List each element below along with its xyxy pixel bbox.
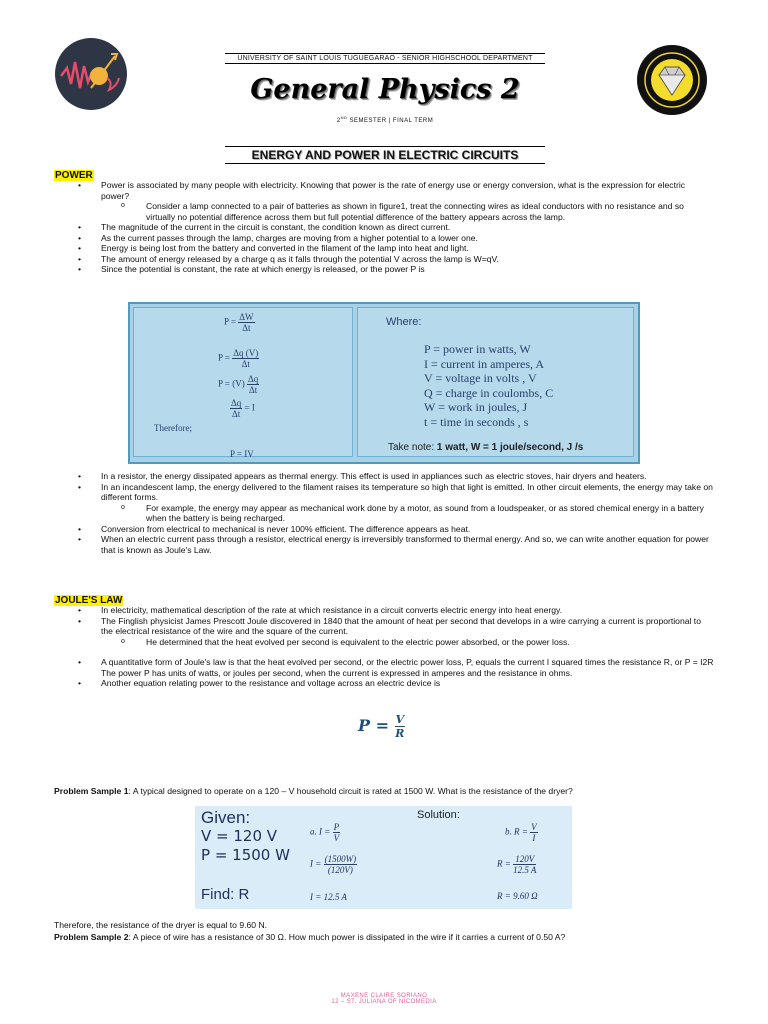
therefore-label: Therefore; bbox=[154, 423, 192, 433]
where-title: Where: bbox=[386, 316, 422, 328]
list-item: • As the current passes through the lamp, charges are moving from a higher potential to a lower one. bbox=[101, 233, 714, 244]
unit-note: Take note: 1 watt, W = 1 joule/second, J /s bbox=[388, 442, 584, 453]
list-item: • The magnitude of the current in the circuit is constant, the condition known as direct current. bbox=[101, 222, 714, 233]
list-item: • When an electric current pass through a resistor, electrical energy is irreversibly transformed to thermal energy. And so, we can write another equation for power that is known as Joule's Law. bbox=[101, 534, 714, 555]
list-item: • Energy is being lost from the battery and converted in the filament of the lamp into heat and light. bbox=[101, 243, 714, 254]
joule-equation: P = $\frac{V}{R}$ bbox=[358, 713, 405, 740]
step-a-1: a. I = $\frac{P}{V}$ bbox=[310, 822, 340, 843]
step-b-result: R = 9.60 Ω bbox=[497, 891, 538, 901]
topic-title: ENERGY AND POWER IN ELECTRIC CIRCUITS bbox=[225, 146, 545, 164]
list-item: t = time in seconds , s bbox=[424, 414, 529, 429]
list-item: • In electricity, mathematical description of the rate at which resistance in a circuit converts electric energy into heat energy. bbox=[101, 605, 714, 616]
list-item: • Since the potential is constant, the rate at which energy is released, or the power P is bbox=[101, 264, 714, 275]
step-b-2: R = $\frac{120V}{12.5 A}$ bbox=[497, 854, 537, 875]
physics-logo bbox=[55, 38, 127, 110]
list-item: • Another equation relating power to the resistance and voltage across an electric device is bbox=[101, 678, 714, 689]
joule-heading: JOULE'S LAW bbox=[55, 595, 123, 606]
find-label: Find: R bbox=[201, 886, 250, 903]
power-heading: POWER bbox=[55, 170, 93, 181]
list-item: • In a resistor, the energy dissipated appears as thermal energy. This effect is used in appliances such as electric stoves, hair dryers and heaters. bbox=[101, 471, 714, 482]
variable-list bbox=[424, 342, 553, 429]
list-item: o For example, the energy may appear as mechanical work done by a motor, as sound from a loudspeaker, or as stored chemical energy in a battery when the battery is being recharged. bbox=[146, 503, 714, 524]
footer-author: MAXENE CLAIRE SORIANO 12 – ST. JULIANA OF NICOMEDIA bbox=[331, 993, 437, 1005]
list-item: • A quantitative form of Joule's law is that the heat evolved per second, or the electric power loss, P, equals the current I squared times the resistance R, or P = I2R The power P has units of watts, or joules per second, when the current is expressed in amperes and the resistance in ohms. bbox=[101, 657, 714, 678]
step-a-2: I = $\frac{(1500W)}{(120V)}$ bbox=[310, 854, 357, 875]
solution-title: Solution: bbox=[417, 809, 460, 821]
list-item: W = work in joules, J bbox=[424, 400, 528, 414]
problem-1-statement: Problem Sample 1: A typical designed to operate on a 120 – V household circuit is rated at 1500 W. What is the resistance of the dryer? bbox=[54, 786, 573, 796]
problem-2-statement: Problem Sample 2: A piece of wire has a resistance of 30 Ω. How much power is dissipated in the wire if it carries a current of 0.50 A? bbox=[54, 932, 566, 942]
power-bullets-continued bbox=[54, 471, 714, 555]
where-legend bbox=[357, 307, 634, 457]
course-title: General Physics 2 bbox=[250, 74, 520, 105]
list-item: • The amount of energy released by a charge q as it falls through the potential V across the lamp is W=qV. bbox=[101, 254, 714, 265]
formula-result: P = IV bbox=[230, 449, 254, 459]
list-item: o Consider a lamp connected to a pair of batteries as shown in figure1, treat the connecting wires as ideal conductors with no resistance and so virtually no potential difference across them but full potential difference of the battery appears across the lamp. bbox=[146, 201, 714, 222]
list-item: • In an incandescent lamp, the energy delivered to the filament raises its temperature so high that light is emitted. In other circuit elements, the energy may take on different forms. o For example, the energy may appear as mechanical work done by a motor, as sound from a loudspeaker, or as stored chemical energy in a battery when the battery is being recharged. bbox=[101, 482, 714, 524]
semester-line: 2ND SEMESTER | FINAL TERM bbox=[336, 115, 434, 124]
list-item: • The Finglish physicist James Prescott Joule discovered in 1840 that the amount of heat per second that develops in a wire carrying a current is proportional to the electrical resistance of the wire and the square of the current. o He determined that the heat evolved per second is equivalent to the electric power absorbed, or the power loss. bbox=[101, 616, 714, 648]
list-item: Q = charge in coulombs, C bbox=[424, 385, 554, 400]
list-item: o He determined that the heat evolved per second is equivalent to the electric power absorbed, or the power loss. bbox=[146, 637, 714, 648]
list-item: • Power is associated by many people with electricity. Knowing that power is the rate of energy use or energy conversion, what is the expression for electric power? o Consider a lamp connected to a pair of batteries as shown in figure1, treat the connecting wires as ideal conductors with no resistance and so virtually no potential difference across them but full potential difference of the battery appears across the lamp. bbox=[101, 180, 714, 222]
formula-3: P = (V) $\frac{\Delta q}{\Delta t}$ bbox=[218, 374, 259, 395]
formula-2: P = $\frac{\Delta q (V)}{\Delta t}$ bbox=[218, 348, 259, 369]
problem-1-solution-box bbox=[195, 806, 572, 909]
power-bullets bbox=[54, 180, 714, 275]
list-item: I = current in amperes, A bbox=[424, 356, 545, 371]
joule-bullets bbox=[54, 605, 714, 689]
university-name: UNIVERSITY OF SAINT LOUIS TUGUEGARAO - SENIOR HIGHSCHOOL DEPARTMENT bbox=[225, 53, 545, 64]
formula-1: P = $\frac{\Delta W}{\Delta t}$ bbox=[224, 312, 254, 333]
formula-4: $\frac{\Delta q}{\Delta t}$ = I bbox=[231, 398, 255, 419]
formula-derivation bbox=[133, 307, 353, 457]
problem-1-conclusion: Therefore, the resistance of the dryer is equal to 9.60 N. bbox=[54, 920, 268, 930]
power-formula-panel bbox=[128, 302, 640, 464]
school-seal bbox=[637, 45, 707, 115]
list-item: • Conversion from electrical to mechanical is never 100% efficient. The difference appears as heat. bbox=[101, 524, 714, 535]
step-a-result: I = 12.5 A bbox=[310, 892, 347, 902]
list-item: V = voltage in volts , V bbox=[424, 371, 537, 385]
step-b-1: b. R = $\frac{V}{I}$ bbox=[505, 822, 537, 843]
list-item: P = power in watts, W bbox=[424, 342, 531, 356]
given-block: Given: V = 120 V P = 1500 W bbox=[201, 808, 290, 864]
